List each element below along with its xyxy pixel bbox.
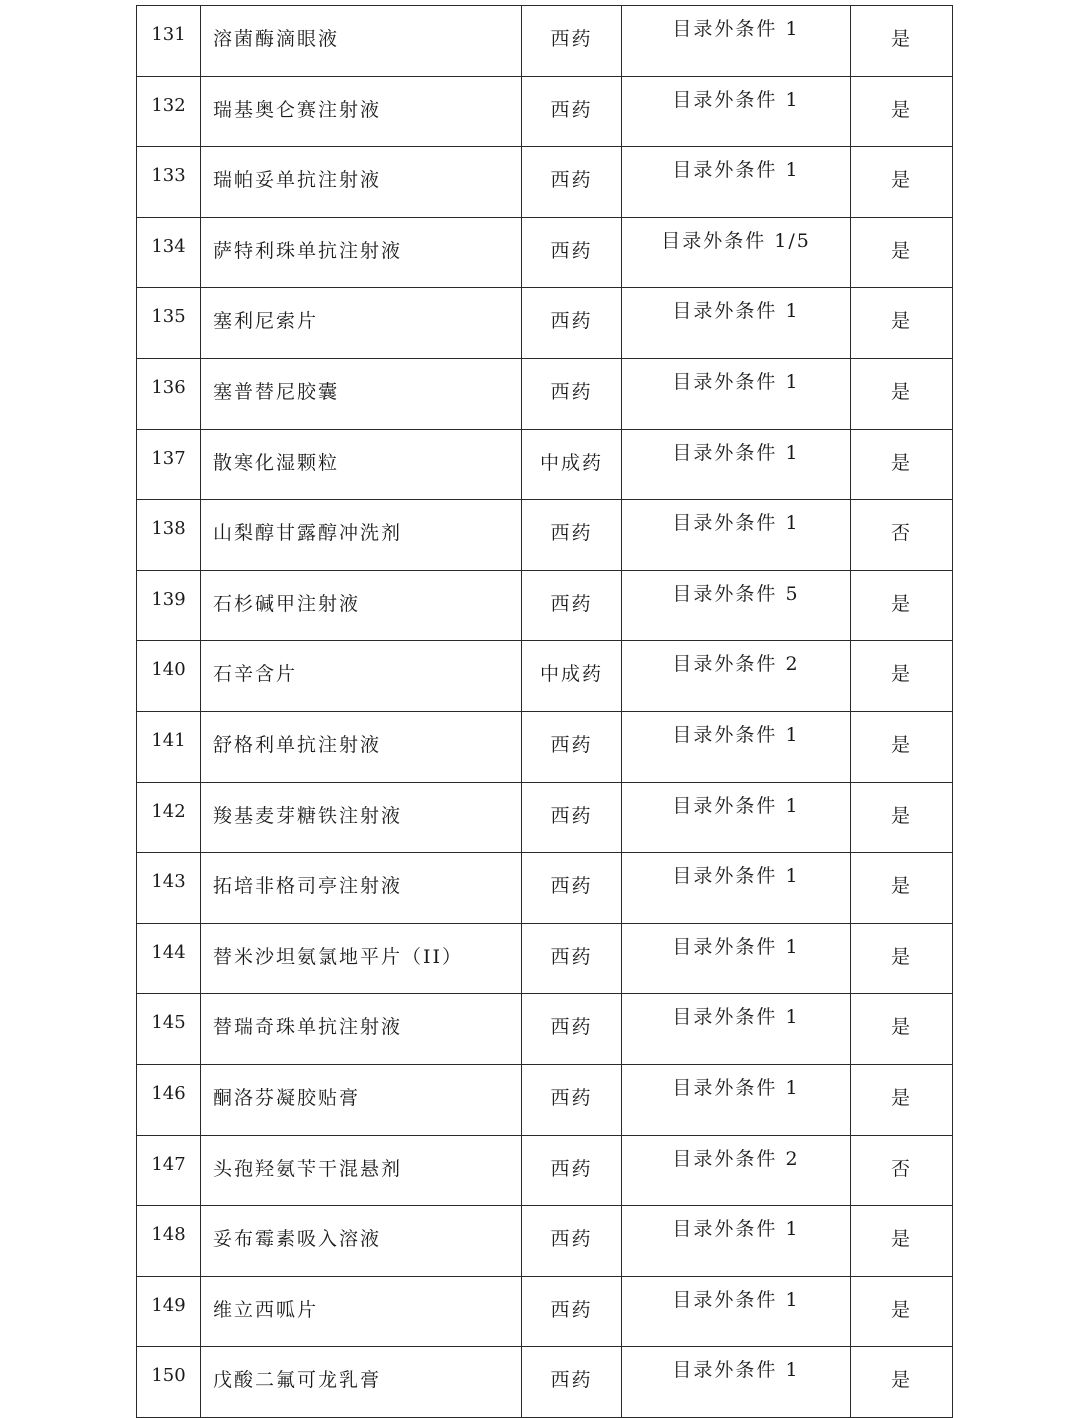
table-row	[137, 6, 953, 77]
condition-cell: 目录外条件 1	[622, 853, 851, 924]
row-number-cell: 142	[137, 782, 201, 853]
drug-type-cell: 西药	[522, 994, 622, 1065]
condition-cell: 目录外条件 5	[622, 570, 851, 641]
drug-name-cell: 维立西呱片	[201, 1276, 522, 1347]
table-row	[137, 1276, 953, 1347]
drug-name-cell: 石辛含片	[201, 641, 522, 712]
flag-cell: 是	[851, 570, 953, 641]
drug-type-cell: 西药	[522, 711, 622, 782]
row-number-cell: 149	[137, 1276, 201, 1347]
table-row	[137, 358, 953, 429]
flag-cell: 是	[851, 429, 953, 500]
drug-table-body	[137, 6, 953, 1418]
table-row	[137, 1206, 953, 1277]
row-number-cell: 136	[137, 358, 201, 429]
condition-cell: 目录外条件 1	[622, 76, 851, 147]
drug-name-cell: 瑞帕妥单抗注射液	[201, 147, 522, 218]
drug-type-cell: 西药	[522, 6, 622, 77]
drug-name-cell: 石杉碱甲注射液	[201, 570, 522, 641]
row-number-cell: 148	[137, 1206, 201, 1277]
flag-cell: 是	[851, 853, 953, 924]
row-number-cell: 132	[137, 76, 201, 147]
drug-name-cell: 替瑞奇珠单抗注射液	[201, 994, 522, 1065]
drug-type-cell: 中成药	[522, 429, 622, 500]
flag-cell: 是	[851, 1064, 953, 1135]
condition-cell: 目录外条件 1	[622, 923, 851, 994]
drug-type-cell: 西药	[522, 147, 622, 218]
flag-cell: 是	[851, 1347, 953, 1418]
drug-type-cell: 西药	[522, 217, 622, 288]
condition-cell: 目录外条件 1	[622, 500, 851, 571]
row-number-cell: 143	[137, 853, 201, 924]
drug-type-cell: 西药	[522, 853, 622, 924]
drug-name-cell: 头孢羟氨苄干混悬剂	[201, 1135, 522, 1206]
drug-type-cell: 西药	[522, 782, 622, 853]
table-row	[137, 76, 953, 147]
drug-name-cell: 酮洛芬凝胶贴膏	[201, 1064, 522, 1135]
condition-cell: 目录外条件 1	[622, 358, 851, 429]
flag-cell: 是	[851, 76, 953, 147]
condition-cell: 目录外条件 1	[622, 288, 851, 359]
flag-cell: 是	[851, 923, 953, 994]
condition-cell: 目录外条件 1	[622, 1276, 851, 1347]
drug-name-cell: 舒格利单抗注射液	[201, 711, 522, 782]
table-row	[137, 1135, 953, 1206]
drug-type-cell: 西药	[522, 923, 622, 994]
flag-cell: 是	[851, 994, 953, 1065]
row-number-cell: 150	[137, 1347, 201, 1418]
drug-type-cell: 西药	[522, 1064, 622, 1135]
condition-cell: 目录外条件 1	[622, 1206, 851, 1277]
row-number-cell: 145	[137, 994, 201, 1065]
table-row	[137, 147, 953, 218]
flag-cell: 是	[851, 782, 953, 853]
drug-type-cell: 西药	[522, 288, 622, 359]
flag-cell: 否	[851, 1135, 953, 1206]
table-row	[137, 217, 953, 288]
drug-name-cell: 瑞基奥仑赛注射液	[201, 76, 522, 147]
row-number-cell: 144	[137, 923, 201, 994]
condition-cell: 目录外条件 2	[622, 1135, 851, 1206]
condition-cell: 目录外条件 1	[622, 147, 851, 218]
drug-type-cell: 中成药	[522, 641, 622, 712]
table-row	[137, 429, 953, 500]
table-row	[137, 288, 953, 359]
table-row	[137, 853, 953, 924]
table-row	[137, 570, 953, 641]
drug-name-cell: 萨特利珠单抗注射液	[201, 217, 522, 288]
row-number-cell: 141	[137, 711, 201, 782]
condition-cell: 目录外条件 1	[622, 1064, 851, 1135]
row-number-cell: 146	[137, 1064, 201, 1135]
table-row	[137, 500, 953, 571]
drug-name-cell: 溶菌酶滴眼液	[201, 6, 522, 77]
row-number-cell: 138	[137, 500, 201, 571]
flag-cell: 否	[851, 500, 953, 571]
condition-cell: 目录外条件 1	[622, 6, 851, 77]
drug-type-cell: 西药	[522, 1347, 622, 1418]
drug-name-cell: 戊酸二氟可龙乳膏	[201, 1347, 522, 1418]
drug-type-cell: 西药	[522, 76, 622, 147]
flag-cell: 是	[851, 711, 953, 782]
condition-cell: 目录外条件 1	[622, 711, 851, 782]
table-row	[137, 782, 953, 853]
table-row	[137, 641, 953, 712]
row-number-cell: 137	[137, 429, 201, 500]
row-number-cell: 133	[137, 147, 201, 218]
drug-type-cell: 西药	[522, 1206, 622, 1277]
drug-name-cell: 山梨醇甘露醇冲洗剂	[201, 500, 522, 571]
drug-name-cell: 塞普替尼胶囊	[201, 358, 522, 429]
condition-cell: 目录外条件 2	[622, 641, 851, 712]
flag-cell: 是	[851, 641, 953, 712]
drug-name-cell: 散寒化湿颗粒	[201, 429, 522, 500]
table-row	[137, 1064, 953, 1135]
condition-cell: 目录外条件 1	[622, 782, 851, 853]
drug-list-table	[136, 5, 953, 1418]
row-number-cell: 134	[137, 217, 201, 288]
condition-cell: 目录外条件 1	[622, 429, 851, 500]
drug-type-cell: 西药	[522, 570, 622, 641]
drug-type-cell: 西药	[522, 358, 622, 429]
drug-type-cell: 西药	[522, 500, 622, 571]
flag-cell: 是	[851, 358, 953, 429]
flag-cell: 是	[851, 6, 953, 77]
condition-cell: 目录外条件 1/5	[622, 217, 851, 288]
row-number-cell: 135	[137, 288, 201, 359]
table-row	[137, 711, 953, 782]
table-row	[137, 1347, 953, 1418]
flag-cell: 是	[851, 288, 953, 359]
drug-type-cell: 西药	[522, 1135, 622, 1206]
row-number-cell: 139	[137, 570, 201, 641]
drug-name-cell: 羧基麦芽糖铁注射液	[201, 782, 522, 853]
flag-cell: 是	[851, 147, 953, 218]
drug-type-cell: 西药	[522, 1276, 622, 1347]
flag-cell: 是	[851, 1276, 953, 1347]
condition-cell: 目录外条件 1	[622, 994, 851, 1065]
row-number-cell: 147	[137, 1135, 201, 1206]
flag-cell: 是	[851, 217, 953, 288]
condition-cell: 目录外条件 1	[622, 1347, 851, 1418]
table-row	[137, 994, 953, 1065]
row-number-cell: 131	[137, 6, 201, 77]
drug-name-cell: 拓培非格司亭注射液	[201, 853, 522, 924]
drug-name-cell: 妥布霉素吸入溶液	[201, 1206, 522, 1277]
drug-name-cell: 塞利尼索片	[201, 288, 522, 359]
row-number-cell: 140	[137, 641, 201, 712]
table-row	[137, 923, 953, 994]
flag-cell: 是	[851, 1206, 953, 1277]
drug-name-cell: 替米沙坦氨氯地平片（II）	[201, 923, 522, 994]
